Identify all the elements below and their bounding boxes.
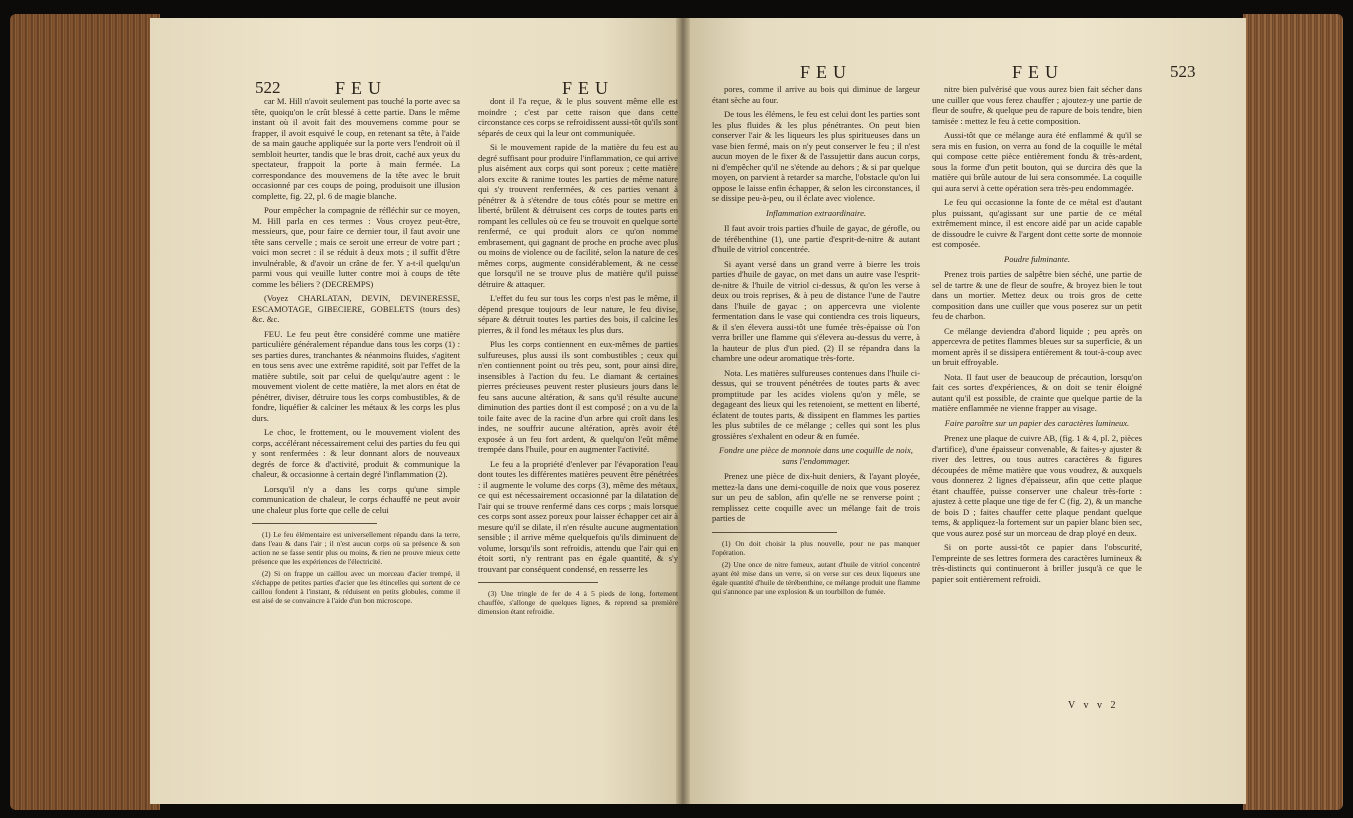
paragraph: Si on porte aussi-tôt ce papier dans l'obscurité, l'empreinte de ses lettres formera des caractères lumineux & très-distincts qui continueront à briller jusqu'à ce que le papier soit entièrement refroidi. <box>932 542 1142 584</box>
footnote: (1) On doit choisir la plus nouvelle, pour ne pas manquer l'opération. <box>712 538 920 557</box>
paragraph: L'effet du feu sur tous les corps n'est pas le même, il dépend presque toujours de leur nature, le feu divise, sépare & détruit toutes les parties des bois, il calcine les pierres, & il fond les métaux les plus durs. <box>478 293 678 335</box>
section-heading: Poudre fulminante. <box>1003 253 1071 264</box>
paragraph: Nota. Les matières sulfureuses contenues dans l'huile ci-dessus, qui se trouvent pénétrées de toutes parts & avec promptitude par les acides violens qu'on y mêle, se degageant des lieux qui les retenoient, se mettent en liberté, éclatent de toutes parts, & dissipent en flammes les parties les plus subtiles de ce mélange ; celles qui sont les plus grossières s'exhalent en odeur & en fumée. <box>712 367 920 441</box>
right-column-2 <box>932 84 1142 704</box>
paragraph: Plus les corps contiennent en eux-mêmes de parties sulfureuses, plus aussi ils sont combustibles ; ceux qui n'en contiennent point ou très peu, sont, pour ainsi dire, insensibles à l'action du feu. Le diamant & certaines pierres précieuses peuvent rester plusieurs jours dans le feu sans aucune altération, & sans qu'il résulte aucune diminution des parties dont il est composé ; on a vu de la toile faite avec de la racine d'un arbre qui croît dans les indes, ne souffrir aucune altération, après avoir été exposée à un feu fort ardent, & quelqu'on l'eût même trempée dans l'huile, pour en augmenter l'activité. <box>478 339 678 454</box>
book-gutter <box>676 18 690 804</box>
section-heading: Inflammation extraordinaire. <box>765 207 867 218</box>
paragraph: Prenez une plaque de cuivre AB, (fig. 1 & 4, pl. 2, pièces d'artifice), d'une épaisseur convenable, & faites-y ajuster & river des lettres, ou tous autres caractères & figures découpées de même matière que vous voudrez, & auxquels vous donnerez 2 lignes d'épaisseur, afin que cette plaque étant chauffée, puisse conserver une chaleur très-forte : ajustez à cette plaque une tige de fer C (fig. 2), & un manche de bois D ; faites chauffer cette plaque pendant quelque tems, & appliquez-la fortement sur un papier blanc bien sec, que vous aurez posé sur un morceau de drap ployé en deux. <box>932 433 1142 538</box>
left-column-1 <box>252 96 460 736</box>
paragraph: car M. Hill n'avoit seulement pas touché la porte avec sa tête, quoiqu'on le crût blessé à cette partie. Dans le même instant où il avoit fait des mouvemens comme pour se frapper, il avoit esquivé le coup, en retenant sa tête, à l'aide de sa main gauche appliquée sur la porte vers l'endroit où il sembloit heurter, tandis que le bras droit, caché aux yeux du spectateur, frappoit la porte à main fermée. La correspondance des mouvemens de la tête avec le bruit occasionné par ces coups de poing, produisoit une illusion complette, fig. 22, pl. 6 de magie blanche. <box>252 96 460 201</box>
paragraph: FEU. Le feu peut être considéré comme une matière particulière généralement répandue dans tous les corps (1) : ses parties dures, tranchantes & néanmoins fluides, s'agitent en tous sens avec une extrême rapidité, soit par l'effet de la matière subtile, soit par celui de quelqu'autre agent : le mouvement violent de cette matière, la met alors en état de pénétrer, diviser, détruire tous les corps combustibles, & de fondre, liquéfier & calciner les métaux & les corps les plus durs. <box>252 328 460 423</box>
paragraph: pores, comme il arrive au bois qui diminue de largeur étant sèche au four. <box>712 84 920 105</box>
signature-mark: V v v 2 <box>1068 700 1119 711</box>
paragraph: Il faut avoir trois parties d'huile de gayac, de gérofle, ou de térébenthine (1), une partie d'esprit-de-nitre & autant d'huile de vitriol concentrée. <box>712 223 920 254</box>
paragraph: Prenez une pièce de dix-huit deniers, & l'ayant ployée, mettez-la dans une demi-coquille de noix que vous poserez sur un peu de sablon, afin qu'elle ne se renverse point ; remplissez cette coquille avec un mélange fait de trois parties de <box>712 471 920 523</box>
paragraph: Le feu qui occasionne la fonte de ce métal est d'autant plus puissant, qu'agissant sur une partie de ce métal extrêmement mince, il est encore aidé par un acide capable de dissoudre le cuivre & l'argent dont cette sorte de monnoie est composée. <box>932 197 1142 249</box>
footnote-rule <box>712 532 837 533</box>
paragraph: De tous les élémens, le feu est celui dont les parties sont les plus fluides & les plus pénétrantes. On peut bien conserver l'air & les liqueurs les plus spiritueuses dans un vase bien fermé, mais on n'y peut conserver le feu ; il n'est aucun moyen de le fixer & de l'assujettir dans aucun corps, ni d'empêcher qu'il ne s'étende au dehors ; & si par quelque moyen, on parvient à retarder sa marche, l'obstacle qu'on lui oppose le laisse enfin échapper, & selon les circonstances, il se dissipe peu-à-peu, ou il éclate avec violence. <box>712 109 920 203</box>
right-page-number: 523 <box>1170 62 1196 81</box>
paragraph: Nota. Il faut user de beaucoup de précaution, lorsqu'on fait ces sortes d'expériences, & on doit se tenir éloigné autant qu'il est possible, de crainte que quelque partie de la matière enflammée ne vienne frapper au visage. <box>932 371 1142 413</box>
section-heading: Faire paroître sur un papier des caractères lumineux. <box>944 417 1130 428</box>
paragraph: Pour empêcher la compagnie de réfléchir sur ce moyen, M. Hill parla en ces termes : Vous croyez peut-être, messieurs, que, pour faire ce dernier tour, il faut avoir une tête sans cervelle ; mais ce seroit une erreur de votre part ; voici mon secret : il se réduit à deux mots ; il suffit d'être invulnérable, & d'avoir un crâne de fer. Y a-t-il quelqu'un parmi vous qui veuille lutter contre moi à coups de tête comme les béliers ? (DECREMPS) <box>252 205 460 289</box>
paragraph: Ce mélange deviendra d'abord liquide ; peu après on appercevra de petites flammes bleues sur sa superficie, & un moment après il se dissipera entièrement & tout-à-coup avec un bruit effroyable. <box>932 325 1142 367</box>
section-heading: Fondre une pièce de monnoie dans une coquille de noix, sans l'endommager. <box>719 445 913 466</box>
footnote: (1) Le feu élémentaire est universellement répandu dans la terre, dans l'eau & dans l'air ; il n'est aucun corps où sa présence & son action ne se fasse sentir plus ou moins, & rien ne prouve mieux cette présence que les expériences de l'électricité. <box>252 530 460 566</box>
footnote-rule <box>478 582 598 583</box>
right-running-head-1: FEU <box>800 62 853 82</box>
footnote: (3) Une tringle de fer de 4 à 5 pieds de long, fortement chauffée, s'allonge de quelques lignes, & reprend sa première dimension étant refroidie. <box>478 589 678 616</box>
right-running-head-2: FEU <box>1012 62 1065 82</box>
paragraph: Le feu a la propriété d'enlever par l'évaporation l'eau dont toutes les différentes matières peuvent être pénétrées : il augmente le volume des corps (3), même des métaux, ce qui est nécessairement occasionné par la dilatation de l'air qui se trouve renfermé dans ces corps ; mais lorsque ces corps sont assez poreux pour laisser échapper cet air à mesure qu'il se dilate, il n'en résulte aucune augmentation sensible ; il arrive même quelquefois qu'ils diminuent de volume, lorsqu'ils sont refroidis, attendu que l'air qui en étoit sorti, n'y rentrant pas en égale quantité, & s'y trouvant par conséquent condensé, en resserre les <box>478 458 678 574</box>
paragraph: Aussi-tôt que ce mélange aura été enflammé & qu'il se sera mis en fusion, on verra au fond de la coquille le métal qui compose cette pièce entièrement fondu & très-ardent, sous la forme d'un petit bouton, qui se durcira dès que la matière qui brûle autour de lui sera consommée. La coquille qui aura servi à cette opération sera très-peu endommagée. <box>932 130 1142 193</box>
paragraph: Prenez trois parties de salpêtre bien séché, une partie de sel de tartre & une de fleur de soufre, & broyez bien le tout dans un mortier. Mettez deux ou trois gros de cette composition dans une cuiller que vous poserez sur un petit feu de charbon. <box>932 269 1142 321</box>
left-column-2 <box>478 96 678 711</box>
right-page-edges <box>1243 14 1343 810</box>
left-running-head-1: FEU <box>335 78 388 98</box>
footnote: (2) Une once de nitre fumeux, autant d'huile de vitriol concentré ayant été mise dans un verre, si on verse sur ces deux liqueurs une égale quantité d'huile de térébenthine, ce mélange produit une flamme qui s'annonce par une explosion & un tourbillon de fumée. <box>712 559 920 596</box>
left-running-head-2: FEU <box>562 78 615 98</box>
paragraph: Si ayant versé dans un grand verre à bierre les trois parties d'huile de gayac, on met dans un autre vase l'esprit-de-nitre & l'huile de vitriol ci-dessus, & qu'on les verse à deux ou trois reprises, & à peu de distance l'une de l'autre dans l'huile de gayac ; on appercevra une violente fermentation dans le vase qui contiendra ces trois liqueurs, & il s'en élevera aussi-tôt une fumée très-épaisse où l'on verra briller une flamme qui s'élevera au-dessus du verre, à la hauteur de plus d'un pied. (2) Il se répandra dans la chambre une odeur aromatique très-forte. <box>712 258 920 363</box>
paragraph: Lorsqu'il n'y a dans les corps qu'une simple communication de chaleur, le corps échauffé ne peut avoir une chaleur plus forte que celle de celui <box>252 483 460 515</box>
paragraph: Le choc, le frottement, ou le mouvement violent des corps, accélérant nécessairement celui des parties du feu qui y sont renfermées : & leur donnant alors de nouveaux degrés de force & d'activité, produit & communique la chaleur, & occasionne à certain degré l'inflammation (2). <box>252 427 460 479</box>
left-page-number: 522 <box>255 78 281 97</box>
paragraph: nitre bien pulvérisé que vous aurez bien fait sécher dans une cuiller que vous ferez chauffer ; ajoutez-y une partie de fleur de soufre, & quelque peu de rapure de bois tendre, bien tamisée : mettez le feu à cette composition. <box>932 84 1142 126</box>
paragraph: Si le mouvement rapide de la matière du feu est au degré suffisant pour produire l'inflammation, ce qui arrive plus aisément aux corps qui sont poreux ; cette matière alors excite & ranime toutes les parties de même nature qui s'y trouvent renfermées, & ces parties venant à pénétrer & à s'étendre de tous côtés pour se mettre en liberté, brûlent & détruisent ces corps de toutes parts en rompant les cellules où ce feu se trouvoit en quelque sorte renfermé, ce qui produit alors ce qu'on nomme embrasement, qui gagnant de proche en proche avec plus ou moins de violence ou de facilité, selon la nature de ces mêmes corps, augmente considérablement, & ne cesse que lorsqu'il ne se trouve plus de matière qu'il puisse détruire & attaquer. <box>478 142 678 289</box>
paragraph: dont il l'a reçue, & le plus souvent même elle est moindre ; c'est par cette raison que dans cette circonstance ces corps se refroidissent aussi-tôt qu'ils sont séparés de ceux qui la leur ont communiquée. <box>478 96 678 138</box>
left-page-edges <box>10 14 160 810</box>
right-column-1 <box>712 84 920 714</box>
paragraph: (Voyez CHARLATAN, DEVIN, DEVINERESSE, ESCAMOTAGE, GIBECIERE, GOBELETS (tours des) &c. &c. <box>252 293 460 324</box>
footnote: (2) Si on frappe un caillou avec un morceau d'acier trempé, il s'échappe de petites parties d'acier que les étincelles qui sortent de ce caillou fondent à l'instant, & réduisent en petits globules, comme il est aisé de se convaincre à l'aide d'un bon microscope. <box>252 569 460 605</box>
footnote-rule <box>252 523 377 524</box>
